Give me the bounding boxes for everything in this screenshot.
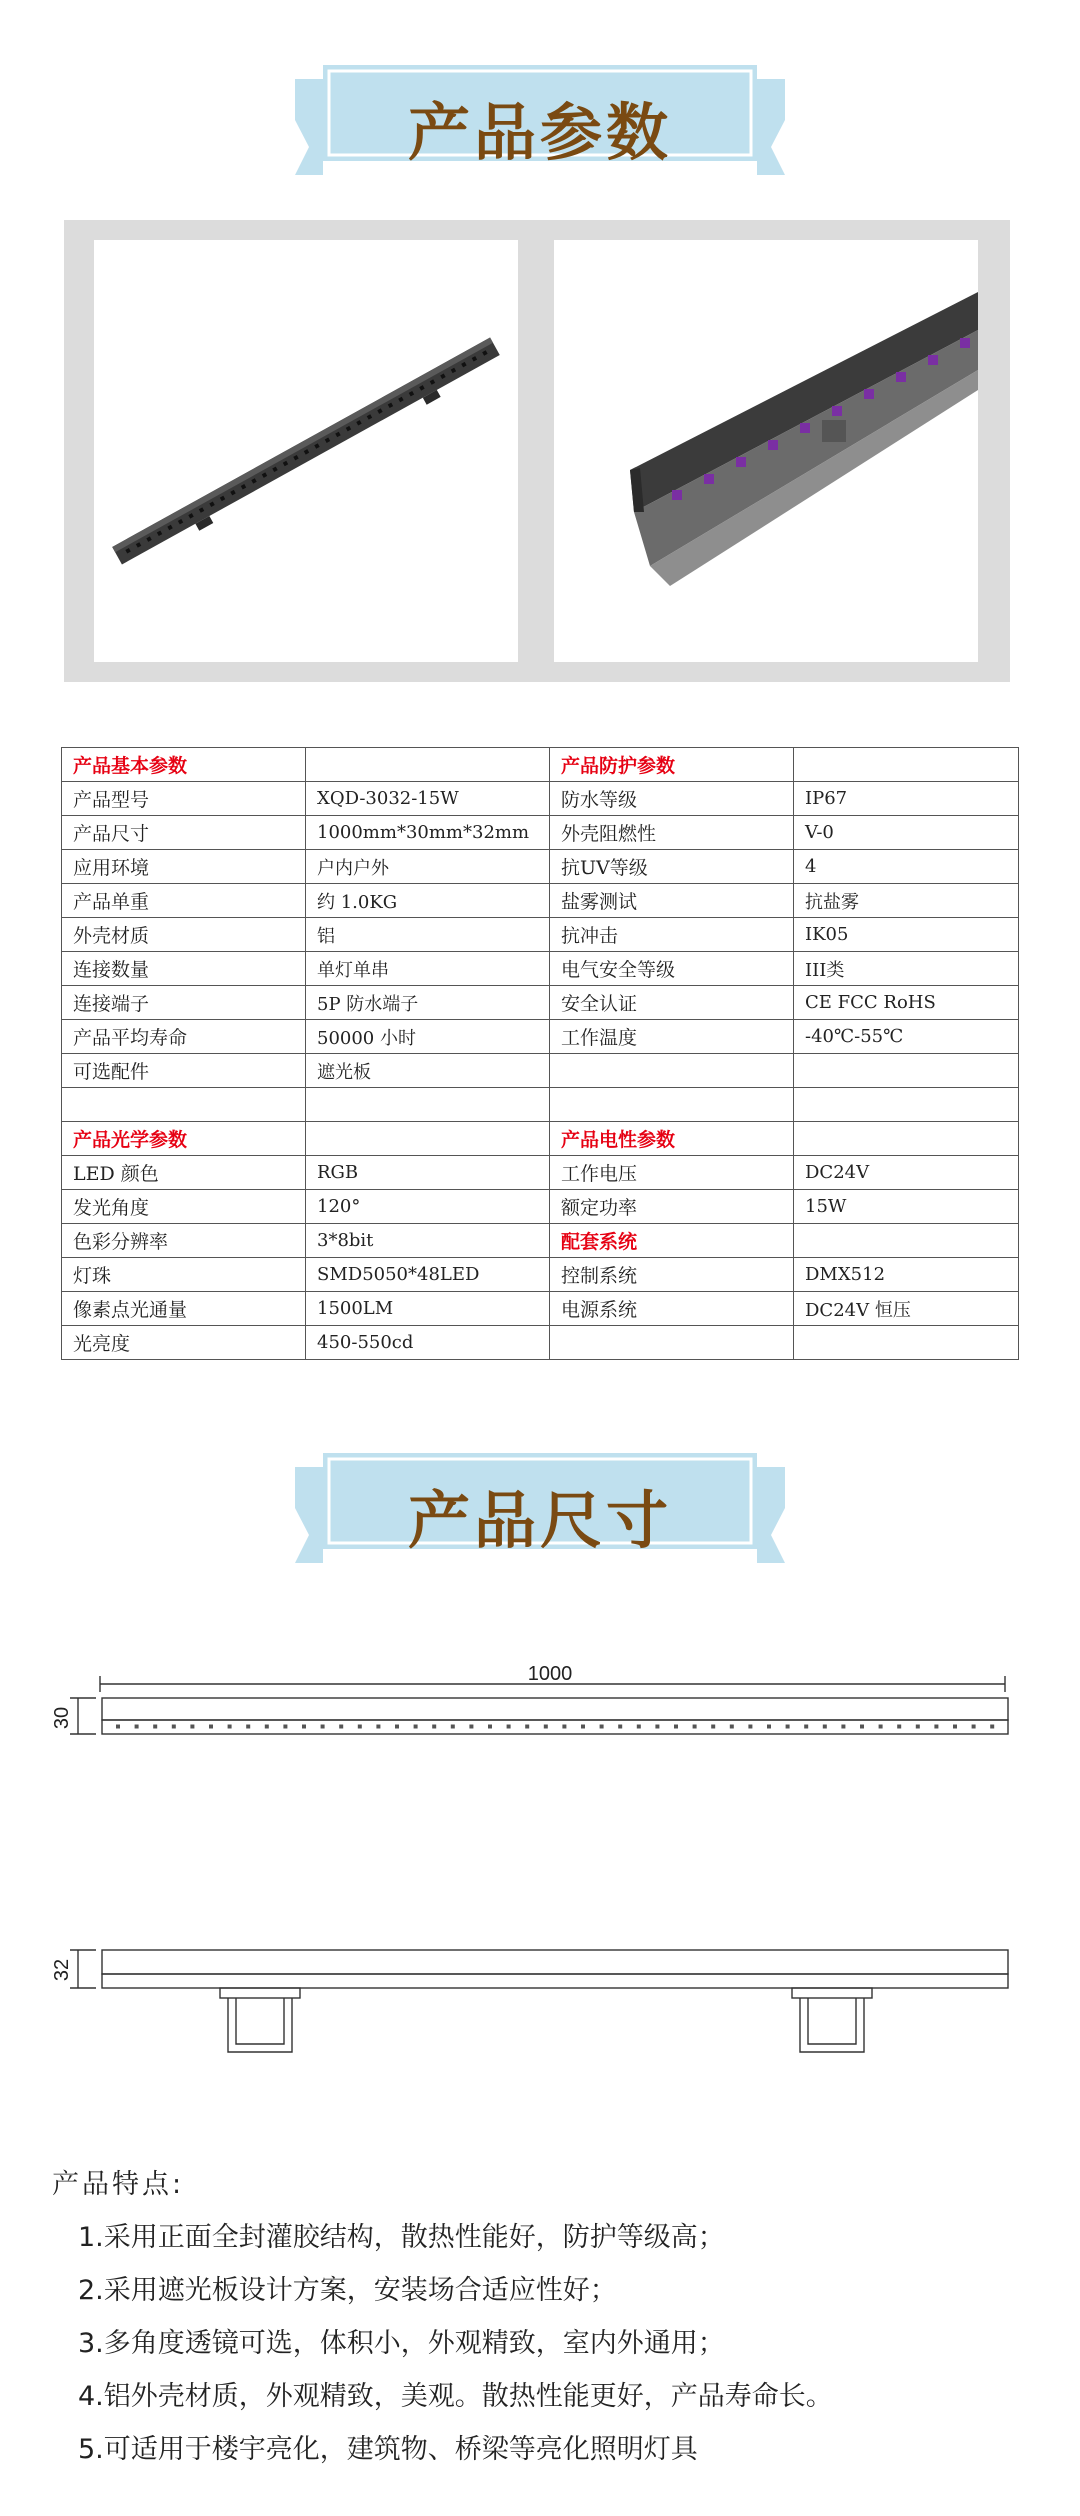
table-cell: 防水等级	[550, 782, 794, 816]
table-cell: 抗UV等级	[550, 850, 794, 884]
table-row	[62, 1258, 1019, 1292]
section-header-cell: 配套系统	[550, 1224, 794, 1258]
table-cell: 遮光板	[306, 1054, 550, 1088]
led-dot	[786, 1725, 790, 1729]
led-dot	[990, 1725, 994, 1729]
length-dimension-label: 1000	[527, 1663, 573, 1685]
table-cell: 120°	[306, 1190, 550, 1224]
table-cell: 外壳阻燃性	[550, 816, 794, 850]
table-cell: 4	[794, 850, 1019, 884]
feature-item: 2.采用遮光板设计方案，安装场合适应性好；	[78, 2275, 617, 2306]
led-dot	[451, 1725, 455, 1729]
feature-item: 5.可适用于楼宇亮化，建筑物、桥梁等亮化照明灯具	[78, 2434, 698, 2465]
section-header-cell: 产品光学参数	[62, 1122, 306, 1156]
table-cell: LED 颜色	[62, 1156, 306, 1190]
table-cell: IK05	[794, 918, 1019, 952]
table-cell	[794, 1326, 1019, 1360]
table-cell: XQD-3032-15W	[306, 782, 550, 816]
width-dimension-label: 30	[51, 1706, 73, 1730]
table-row	[62, 1020, 1019, 1054]
table-cell: 盐雾测试	[550, 884, 794, 918]
table-cell: -40℃-55℃	[794, 1020, 1019, 1054]
led-dot	[618, 1725, 622, 1729]
close-up-light-bar-photo	[554, 240, 978, 662]
table-cell: 连接数量	[62, 952, 306, 986]
table-cell: 发光角度	[62, 1190, 306, 1224]
table-row	[62, 1292, 1019, 1326]
section-header-cell: 产品防护参数	[550, 748, 794, 782]
table-cell	[794, 1088, 1019, 1122]
table-row	[62, 918, 1019, 952]
table-cell: DC24V	[794, 1156, 1019, 1190]
table-row	[62, 1224, 1019, 1258]
table-row	[62, 986, 1019, 1020]
table-cell: 户内户外	[306, 850, 550, 884]
params-table	[61, 747, 1019, 1360]
table-cell: 15W	[794, 1190, 1019, 1224]
section-header-cell: 产品电性参数	[550, 1122, 794, 1156]
table-cell: 工作温度	[550, 1020, 794, 1054]
led-dot	[730, 1725, 734, 1729]
led-dot	[897, 1725, 901, 1729]
led-dot	[246, 1725, 250, 1729]
led-dot	[674, 1725, 678, 1729]
dimension-drawings	[40, 1660, 1040, 2100]
table-cell	[306, 1088, 550, 1122]
led-dot	[916, 1725, 920, 1729]
table-cell: 控制系统	[550, 1258, 794, 1292]
feature-item: 4.铝外壳材质，外观精致，美观。散热性能更好，产品寿命长。	[78, 2381, 833, 2412]
photo-panel	[64, 220, 1010, 682]
led-dot	[172, 1725, 176, 1729]
table-row	[62, 782, 1019, 816]
table-cell	[550, 1054, 794, 1088]
feature-item: 3.多角度透镜可选，体积小，外观精致，室内外通用；	[78, 2328, 725, 2359]
led-dot	[804, 1725, 808, 1729]
table-cell	[306, 1122, 550, 1156]
led-dot	[414, 1725, 418, 1729]
table-cell: 单灯单串	[306, 952, 550, 986]
led-dot	[469, 1725, 473, 1729]
table-cell	[794, 1122, 1019, 1156]
table-cell	[794, 1224, 1019, 1258]
table-cell: 产品单重	[62, 884, 306, 918]
led-dot	[190, 1725, 194, 1729]
led-dot	[637, 1725, 641, 1729]
led-dot	[265, 1725, 269, 1729]
table-cell: 光亮度	[62, 1326, 306, 1360]
table-row	[62, 1122, 1019, 1156]
table-cell: 抗盐雾	[794, 884, 1019, 918]
table-cell: 约 1.0KG	[306, 884, 550, 918]
led-dot	[860, 1725, 864, 1729]
led-dot	[488, 1725, 492, 1729]
side-view-drawing	[70, 1950, 1008, 2052]
feature-item: 1.采用正面全封灌胶结构，散热性能好，防护等级高；	[78, 2222, 725, 2253]
table-cell: 电气安全等级	[550, 952, 794, 986]
full-light-bar-photo	[94, 240, 518, 662]
led-dot	[841, 1725, 845, 1729]
led-dot	[358, 1725, 362, 1729]
led-dot	[711, 1725, 715, 1729]
table-cell: 色彩分辨率	[62, 1224, 306, 1258]
led-dot	[507, 1725, 511, 1729]
size-title: 产品尺寸	[407, 1484, 672, 1557]
table-row	[62, 884, 1019, 918]
led-dots	[116, 1725, 994, 1729]
table-cell: 50000 小时	[306, 1020, 550, 1054]
table-cell: 产品尺寸	[62, 816, 306, 850]
table-cell: CE FCC RoHS	[794, 986, 1019, 1020]
led-dot	[395, 1725, 399, 1729]
led-dot	[116, 1725, 120, 1729]
table-row	[62, 1190, 1019, 1224]
table-cell: 1500LM	[306, 1292, 550, 1326]
table-cell: IP67	[794, 782, 1019, 816]
table-row	[62, 1156, 1019, 1190]
table-cell: 外壳材质	[62, 918, 306, 952]
table-cell	[550, 1088, 794, 1122]
led-dot	[302, 1725, 306, 1729]
table-row	[62, 748, 1019, 782]
table-cell: 产品型号	[62, 782, 306, 816]
led-dot	[376, 1725, 380, 1729]
table-row	[62, 1326, 1019, 1360]
table-cell	[794, 748, 1019, 782]
section-header-cell: 产品基本参数	[62, 748, 306, 782]
led-dot	[339, 1725, 343, 1729]
table-cell: RGB	[306, 1156, 550, 1190]
table-cell: 产品平均寿命	[62, 1020, 306, 1054]
led-dot	[581, 1725, 585, 1729]
led-dot	[525, 1725, 529, 1729]
led-dot	[655, 1725, 659, 1729]
led-dot	[600, 1725, 604, 1729]
table-row	[62, 850, 1019, 884]
led-dot	[748, 1725, 752, 1729]
features-title: 产品特点:	[52, 2169, 185, 2200]
led-dot	[767, 1725, 771, 1729]
led-dot	[693, 1725, 697, 1729]
led-dot	[432, 1725, 436, 1729]
table-cell: 额定功率	[550, 1190, 794, 1224]
led-dot	[972, 1725, 976, 1729]
led-dot	[562, 1725, 566, 1729]
table-cell: DMX512	[794, 1258, 1019, 1292]
size-banner	[295, 1453, 785, 1563]
table-cell: 5P 防水端子	[306, 986, 550, 1020]
table-cell: 450-550cd	[306, 1326, 550, 1360]
height-dimension-label: 32	[51, 1958, 73, 1982]
table-row	[62, 816, 1019, 850]
table-cell: 像素点光通量	[62, 1292, 306, 1326]
led-dot	[934, 1725, 938, 1729]
table-cell: 可选配件	[62, 1054, 306, 1088]
led-dot	[953, 1725, 957, 1729]
led-dot	[879, 1725, 883, 1729]
table-cell: 3*8bit	[306, 1224, 550, 1258]
table-cell: III类	[794, 952, 1019, 986]
table-cell: 灯珠	[62, 1258, 306, 1292]
features-section	[52, 2162, 833, 2480]
table-cell: 铝	[306, 918, 550, 952]
led-dot	[135, 1725, 139, 1729]
table-cell: DC24V 恒压	[794, 1292, 1019, 1326]
table-cell: SMD5050*48LED	[306, 1258, 550, 1292]
led-dot	[209, 1725, 213, 1729]
table-cell	[794, 1054, 1019, 1088]
params-banner	[295, 65, 785, 175]
led-dot	[321, 1725, 325, 1729]
table-row	[62, 952, 1019, 986]
table-cell: 连接端子	[62, 986, 306, 1020]
table-cell: 安全认证	[550, 986, 794, 1020]
table-cell: 抗冲击	[550, 918, 794, 952]
table-cell	[550, 1326, 794, 1360]
table-cell: V-0	[794, 816, 1019, 850]
led-dot	[153, 1725, 157, 1729]
table-cell: 1000mm*30mm*32mm	[306, 816, 550, 850]
led-dot	[283, 1725, 287, 1729]
table-cell: 工作电压	[550, 1156, 794, 1190]
led-dot	[823, 1725, 827, 1729]
led-dot	[544, 1725, 548, 1729]
led-dot	[228, 1725, 232, 1729]
params-title: 产品参数	[407, 96, 672, 169]
table-cell: 电源系统	[550, 1292, 794, 1326]
table-cell	[62, 1088, 306, 1122]
table-row	[62, 1088, 1019, 1122]
table-cell	[306, 748, 550, 782]
table-cell: 应用环境	[62, 850, 306, 884]
table-row	[62, 1054, 1019, 1088]
